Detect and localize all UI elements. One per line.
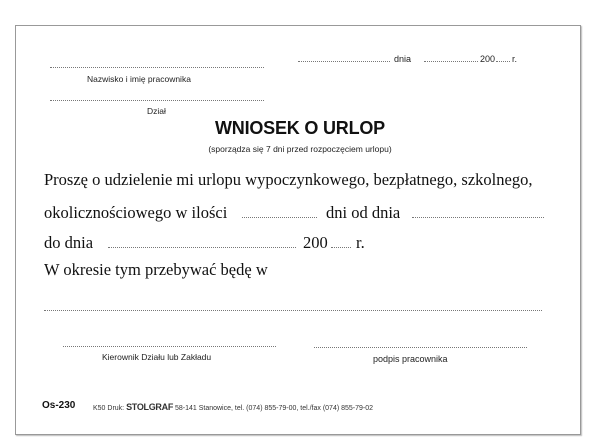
name-label: Nazwisko i imię pracownika [87,74,191,84]
days-count-line[interactable] [242,217,317,218]
to-date-line[interactable] [108,247,296,248]
from-date-line[interactable] [412,217,544,218]
body-line-3b: 200 [303,233,328,252]
manager-signature-line[interactable] [63,346,276,347]
dept-label: Dział [147,106,166,116]
dept-field-line[interactable] [50,100,264,101]
location-line[interactable] [44,310,542,311]
employee-signature-line[interactable] [314,347,527,348]
date-year: 200 [480,54,496,64]
to-year-line[interactable] [331,247,351,248]
stolgraf-logo: STOLGRAF [126,402,174,412]
body-line-1: Proszę o udzielenie mi urlopu wypoczynkowego, bezpłatnego, szkolnego, [44,170,533,189]
form-subtitle: (sporządza się 7 dni przed rozpoczęciem urlopu) [208,144,392,154]
place-field-line[interactable] [298,61,390,62]
print-address: 58-141 Stanowice, tel. (074) 855-79-00, tel./fax (074) 855-79-02 [174,405,374,412]
date-dnia-label: dnia [394,54,412,64]
form-border [15,25,581,435]
body-line-2b: dni od dnia [326,203,401,222]
body-line-4: W okresie tym przebywać będę w [44,260,268,279]
year-field-line[interactable] [496,61,510,62]
form-title: WNIOSEK O URLOP [214,118,385,138]
date-r: r. [512,54,518,64]
date-field-line[interactable] [424,61,478,62]
manager-signature-label: Kierownik Działu lub Zakładu [102,352,212,362]
body-line-3c: r. [356,233,365,252]
name-field-line[interactable] [50,67,264,68]
body-line-2a: okolicznościowego w ilości [44,203,228,222]
employee-signature-label: podpis pracownika [373,354,448,364]
form-code: Os-230 [42,400,76,411]
body-line-3a: do dnia [44,233,94,252]
print-info [93,402,373,412]
print-prefix: K50 Druk: [93,405,125,412]
